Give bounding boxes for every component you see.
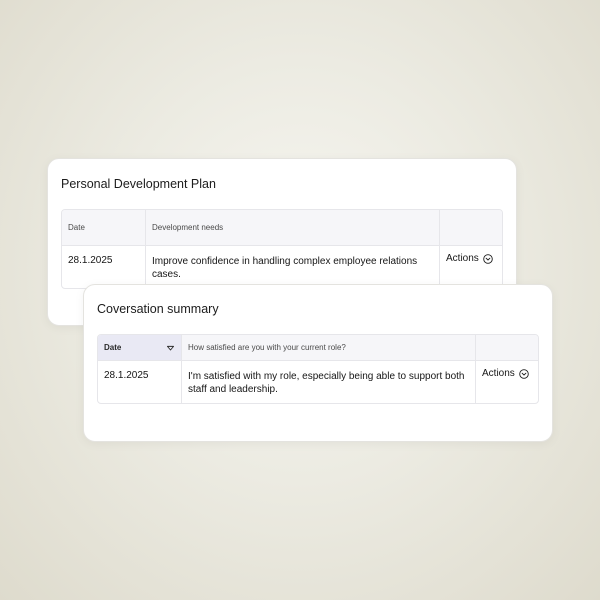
column-header-actions: [440, 210, 502, 245]
column-header-date-label: Date: [104, 343, 122, 352]
row-actions-cell: [440, 246, 502, 288]
chevron-down-circle-icon: [483, 254, 493, 264]
actions-button[interactable]: [482, 368, 529, 379]
column-header-date[interactable]: Date: [62, 210, 146, 245]
column-header-date[interactable]: [98, 335, 182, 360]
sort-down-icon[interactable]: [166, 343, 175, 352]
conversation-summary-table: [97, 334, 539, 404]
table-header-row: [98, 335, 538, 361]
card-title: Coversation summary: [97, 302, 219, 316]
table-row: [98, 361, 538, 403]
row-satisfaction-answer: I'm satisfied with my role, especially being able to support both staff and leadership.: [182, 361, 476, 403]
actions-label: Actions: [446, 253, 479, 264]
card-title: Personal Development Plan: [61, 177, 216, 191]
row-actions-cell: [476, 361, 538, 403]
row-development-needs: Improve confidence in handling complex employee relations cases.: [146, 246, 440, 288]
actions-button[interactable]: [446, 253, 493, 264]
column-header-development-needs[interactable]: Development needs: [146, 210, 440, 245]
chevron-down-circle-icon: [519, 369, 529, 379]
column-header-satisfaction[interactable]: How satisfied are you with your current role?: [182, 335, 476, 360]
conversation-summary-card: [83, 284, 553, 442]
table-header-row: [62, 210, 502, 246]
development-plan-table: [61, 209, 503, 289]
column-header-actions: [476, 335, 538, 360]
table-row: [62, 246, 502, 288]
row-date: 28.1.2025: [62, 246, 146, 288]
actions-label: Actions: [482, 368, 515, 379]
row-date: 28.1.2025: [98, 361, 182, 403]
